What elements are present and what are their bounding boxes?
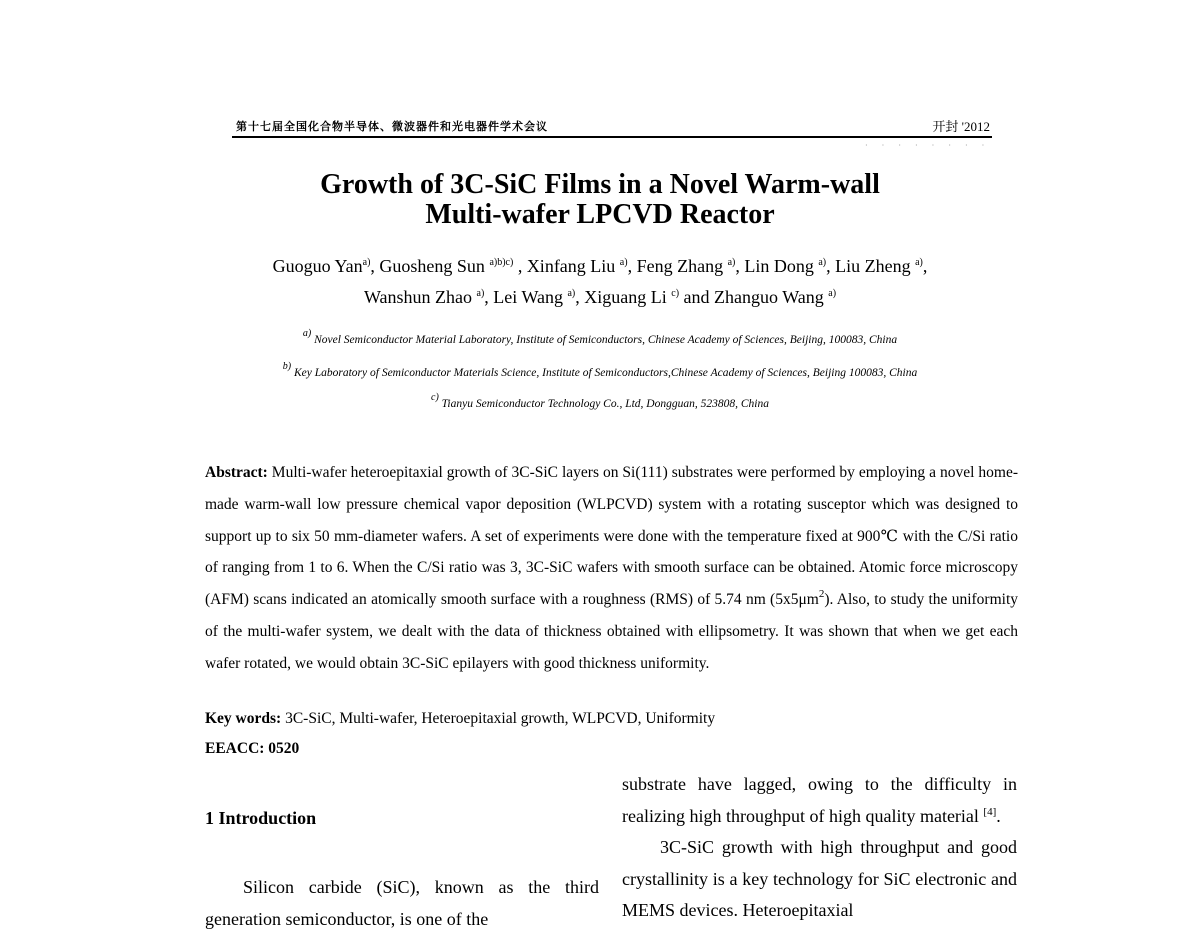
author: Liu Zheng	[835, 256, 916, 276]
author: Xinfang Liu	[526, 256, 620, 276]
affiliation-mark: a)	[302, 328, 312, 339]
author-sup: a)	[828, 288, 837, 299]
left-paragraph: Silicon carbide (SiC), known as the third generation semiconductor, is one of the	[205, 877, 599, 929]
paper-title	[0, 170, 1200, 230]
author: Lei Wang	[493, 287, 568, 307]
author-sep: ,	[922, 256, 928, 276]
citation-ref: [4]	[983, 805, 997, 818]
abstract-paragraph	[205, 457, 1018, 680]
author-sep: ,	[735, 256, 745, 276]
right-column	[622, 769, 1017, 936]
eeacc-code: EEACC: 0520	[205, 740, 300, 757]
abstract-label: Abstract:	[205, 464, 268, 481]
affiliation-a	[0, 328, 1200, 346]
affiliation-text: Tianyu Semiconductor Technology Co., Ltd, Dongguan, 523808, China	[438, 398, 769, 410]
affiliation-mark: c)	[431, 392, 439, 403]
author: Wanshun Zhao	[363, 287, 477, 307]
author-sep: ,	[627, 256, 637, 276]
author: Lin Dong	[744, 256, 819, 276]
keywords-label: Key words:	[205, 710, 282, 727]
right-paragraph-1-text: substrate have lagged, owing to the difficulty in realizing high throughput of high quality material	[622, 774, 1017, 826]
author: Guoguo Yan	[272, 256, 363, 276]
conference-name: 第十七届全国化合物半导体、微波器件和光电器件学术会议	[236, 121, 548, 133]
abstract	[205, 457, 1018, 680]
author: Feng Zhang	[636, 256, 728, 276]
affiliation-text: Key Laboratory of Semiconductor Materials Science, Institute of Semiconductors,Chinese Academy of Sciences, Beijing 100083, China	[291, 367, 918, 379]
author-sup: a)b)c)	[489, 257, 514, 268]
abstract-text-cont: ). Also, to study the uniformity of the multi-wafer system, we dealt with the data of thickness obtained with ellipsometry. It was shown that when we get each wafer rotated, we would obtain 3C-SiC epilayers with good thickness uniformity.	[205, 591, 1019, 672]
author-sup: a)	[727, 257, 736, 268]
header-dots: · · · · · · · ·	[865, 141, 991, 150]
author: Guosheng Sun	[379, 256, 490, 276]
abstract-superscript: 2	[818, 588, 825, 601]
author: Zhanguo Wang	[714, 287, 829, 307]
author-sep: ,	[513, 256, 527, 276]
keywords-text: 3C-SiC, Multi-wafer, Heteroepitaxial growth, WLPCVD, Uniformity	[281, 710, 716, 727]
author-sep: and	[679, 287, 715, 307]
title-line-1: Growth of 3C-SiC Films in a Novel Warm-wall	[320, 169, 880, 200]
author-sep: ,	[575, 287, 585, 307]
author-sep: ,	[484, 287, 494, 307]
author-sup: a)	[619, 257, 628, 268]
location-year: 开封 '2012	[932, 119, 990, 134]
author-sup: c)	[671, 288, 680, 299]
affiliation-b	[0, 361, 1200, 379]
section-heading: 1 Introduction	[205, 808, 317, 828]
authors-line-1	[0, 251, 1200, 282]
right-paragraph-1	[622, 769, 1017, 832]
affiliation-mark: b)	[282, 361, 292, 372]
author-list	[0, 251, 1200, 313]
keywords	[205, 710, 715, 728]
authors-line-2	[0, 282, 1200, 313]
running-header	[232, 116, 992, 138]
right-paragraph-1-end: .	[996, 805, 1001, 826]
author-sup: a)	[818, 257, 827, 268]
author-sup: a)	[362, 257, 371, 268]
author-sup: a)	[915, 257, 923, 268]
affiliation-text: Novel Semiconductor Material Laboratory, Institute of Semiconductors, Chinese Academy of Sciences, Beijing, 100083, China	[311, 334, 898, 346]
author-sep: ,	[826, 256, 836, 276]
affiliation-c	[0, 392, 1200, 410]
title-line-2: Multi-wafer LPCVD Reactor	[425, 199, 775, 230]
author-sep: ,	[370, 256, 380, 276]
author: Xiguang Li	[584, 287, 672, 307]
author-sup: a)	[567, 288, 576, 299]
author-sup: a)	[476, 288, 485, 299]
right-paragraph-2: 3C-SiC growth with high throughput and good crystallinity is a key technology for SiC electronic and MEMS devices. Heteroepitaxial	[622, 837, 1017, 920]
left-column	[205, 872, 599, 936]
abstract-text: Multi-wafer heteroepitaxial growth of 3C-SiC layers on Si(111) substrates were performed by employing a novel home-made warm-wall low pressure chemical vapor deposition (WLPCVD) system with a rotating susceptor which was designed to support up to six 50 mm-diameter wafers. A set of experiments were done with the temperature fixed at 900℃ with the C/Si ratio of ranging from 1 to 6. When the C/Si ratio was 3, 3C-SiC wafers with smooth surface can be obtained. Atomic force microscopy (AFM) scans indicated an atomically smooth surface with a roughness (RMS) of 5.74 nm (5x5μm	[205, 464, 1018, 609]
